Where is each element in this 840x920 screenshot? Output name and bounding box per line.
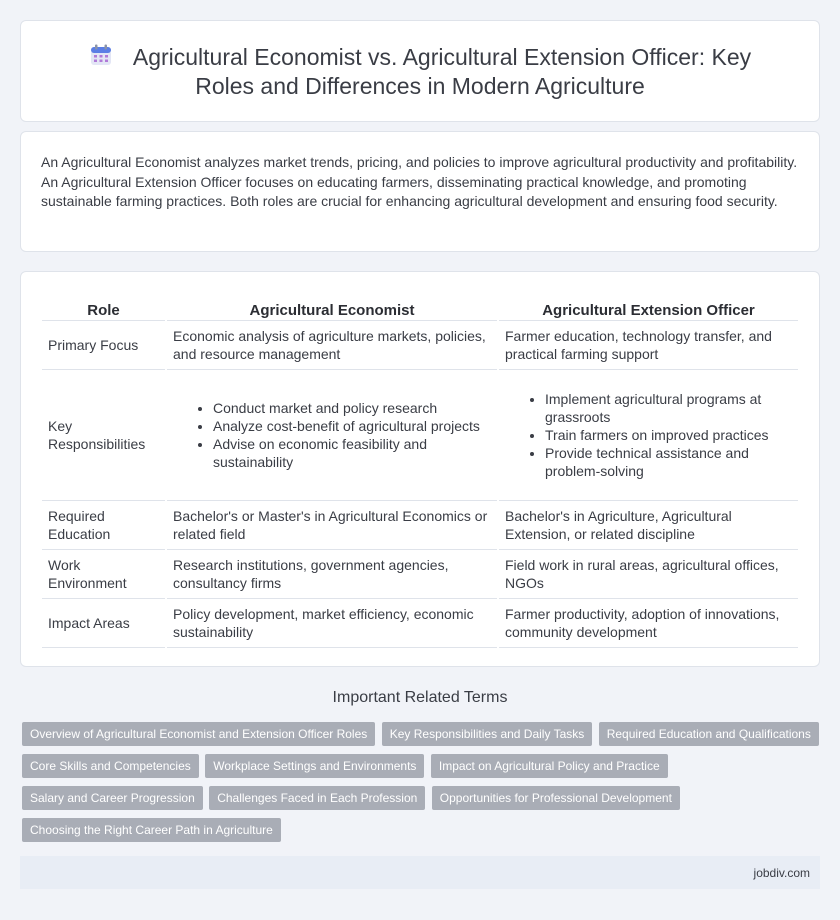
related-term-tag[interactable]: Core Skills and Competencies <box>22 754 199 778</box>
related-term-tag[interactable]: Challenges Faced in Each Profession <box>209 786 425 810</box>
footer-site-link[interactable]: jobdiv.com <box>753 866 810 880</box>
footer <box>20 856 820 889</box>
extension-cell: Bachelor's in Agriculture, Agricultural Extension, or related discipline <box>499 501 798 550</box>
economist-responsibilities-list <box>173 399 491 471</box>
header-card <box>20 20 820 122</box>
calendar-icon <box>89 43 113 67</box>
header-extension-officer: Agricultural Extension Officer <box>499 294 798 321</box>
table-row <box>42 550 798 599</box>
economist-cell <box>167 370 497 501</box>
related-term-tag[interactable]: Opportunities for Professional Development <box>432 786 680 810</box>
role-cell: Impact Areas <box>42 599 165 648</box>
related-term-tag[interactable]: Key Responsibilities and Daily Tasks <box>382 722 593 746</box>
related-terms-tags <box>22 722 822 850</box>
list-item: • Conduct market and policy research <box>213 399 491 417</box>
economist-cell: Bachelor's or Master's in Agricultural Economics or related field <box>167 501 497 550</box>
related-term-tag[interactable]: Impact on Agricultural Policy and Practice <box>431 754 668 778</box>
table-row <box>42 321 798 370</box>
related-term-tag[interactable]: Overview of Agricultural Economist and Extension Officer Roles <box>22 722 375 746</box>
extension-cell: Field work in rural areas, agricultural offices, NGOs <box>499 550 798 599</box>
related-terms-title: Important Related Terms <box>332 689 508 706</box>
role-cell: Required Education <box>42 501 165 550</box>
extension-cell: Farmer education, technology transfer, and practical farming support <box>499 321 798 370</box>
list-item: • Advise on economic feasibility and sustainability <box>213 435 491 471</box>
role-cell: Key Responsibilities <box>42 370 165 501</box>
page-title-wrap <box>61 43 779 101</box>
intro-card <box>20 131 820 252</box>
table-row <box>42 599 798 648</box>
comparison-card <box>20 271 820 667</box>
economist-cell: Research institutions, government agencies, consultancy firms <box>167 550 497 599</box>
intro-text: An Agricultural Economist analyzes market trends, pricing, and policies to improve agricultural productivity and profitability. An Agricultural Extension Officer focuses on educating farmers, disseminating practical knowledge, and promoting sustainable farming practices. Both roles are crucial for enhancing agricultural development and ensuring food security. <box>41 154 798 209</box>
role-cell: Primary Focus <box>42 321 165 370</box>
header-role: Role <box>42 294 165 321</box>
related-term-tag[interactable]: Required Education and Qualifications <box>599 722 819 746</box>
list-item: • Analyze cost-benefit of agricultural projects <box>213 417 491 435</box>
list-item: • Train farmers on improved practices <box>545 426 792 444</box>
list-item: • Implement agricultural programs at grassroots <box>545 390 792 426</box>
extension-cell <box>499 370 798 501</box>
extension-responsibilities-list <box>505 390 792 480</box>
economist-cell: Economic analysis of agriculture markets, policies, and resource management <box>167 321 497 370</box>
header-economist: Agricultural Economist <box>167 294 497 321</box>
related-term-tag[interactable]: Workplace Settings and Environments <box>205 754 424 778</box>
list-item: • Provide technical assistance and problem-solving <box>545 444 792 480</box>
extension-cell: Farmer productivity, adoption of innovations, community development <box>499 599 798 648</box>
related-term-tag[interactable]: Choosing the Right Career Path in Agriculture <box>22 818 281 842</box>
table-row <box>42 370 798 501</box>
page-title: Agricultural Economist vs. Agricultural Extension Officer: Key Roles and Differences in Modern Agriculture <box>132 44 752 99</box>
table-row <box>42 501 798 550</box>
economist-cell: Policy development, market efficiency, economic sustainability <box>167 599 497 648</box>
role-cell: Work Environment <box>42 550 165 599</box>
comparison-table <box>40 294 800 648</box>
related-term-tag[interactable]: Salary and Career Progression <box>22 786 203 810</box>
